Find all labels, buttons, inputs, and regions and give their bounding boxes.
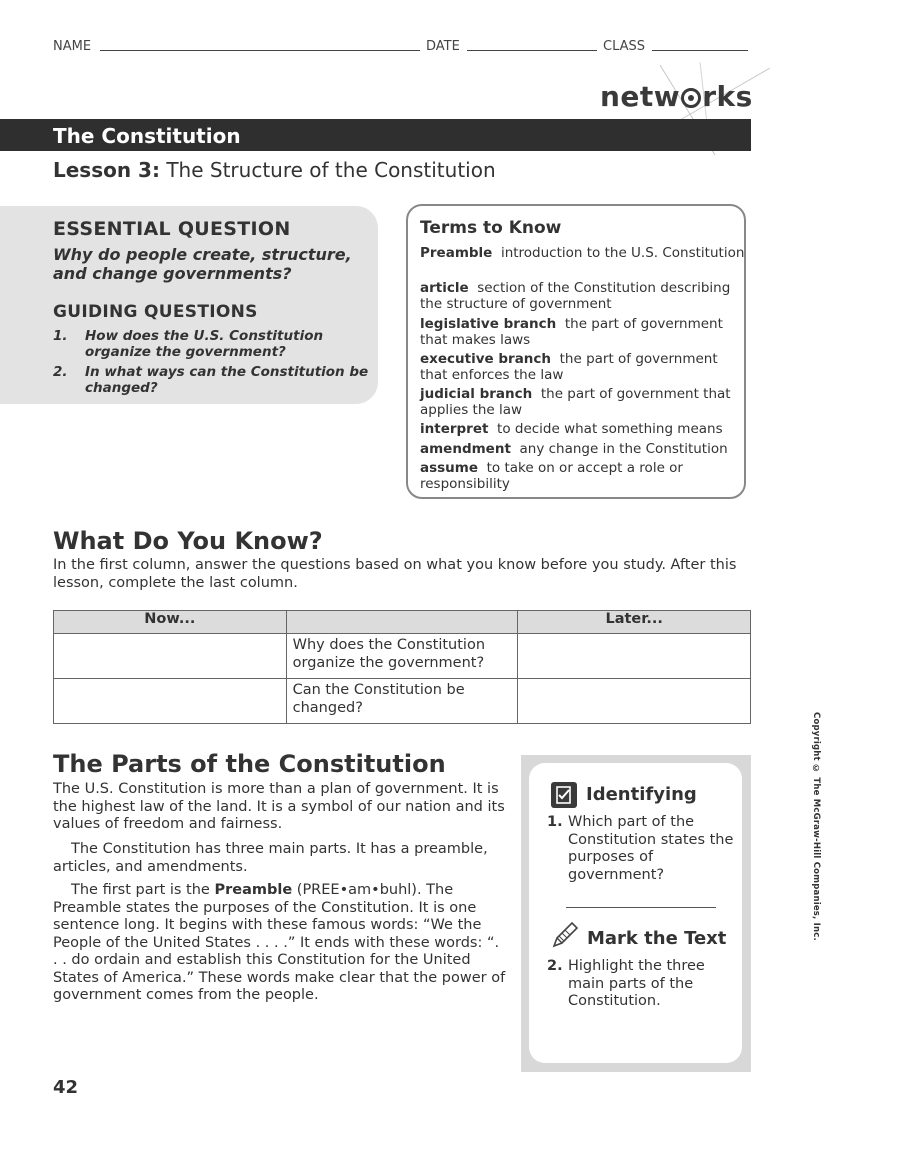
term-item: interpret to decide what something means (420, 421, 723, 437)
copyright-notice: Copyright © The McGraw-Hill Companies, Inc. (811, 712, 821, 941)
lesson-title (53, 158, 496, 182)
know-table (53, 610, 751, 724)
table-header-row (54, 611, 751, 634)
term-item: article section of the Constitution describing the structure of government (420, 280, 731, 312)
term-item: assume to take on or accept a role or responsibility (420, 460, 683, 492)
answer-later-cell[interactable] (518, 679, 751, 724)
guiding-question (53, 364, 373, 398)
paragraph: The U.S. Constitution is more than a plan of government. It is the highest law of the land. It is a symbol of our nation and its values of freedom and fairness. (53, 781, 505, 832)
paragraph: The first part is the Preamble (PREE•am•buhl). The Preamble states the purposes of the Constitution. It is one sentence long. It begins with these famous words: “We the People of the United States . . . .” It ends with these words: “. . . do ordain and establish this Constitution for the United States of America.” These words make clear that the power of government comes from the people. (53, 882, 506, 1003)
date-field[interactable] (467, 50, 597, 51)
term-item: Preamble introduction to the U.S. Constitution (420, 245, 745, 261)
table-row (54, 634, 751, 679)
what-do-you-know-heading: What Do You Know? (53, 527, 323, 555)
essential-question-heading: ESSENTIAL QUESTION (53, 218, 291, 240)
name-field[interactable] (100, 50, 420, 51)
guiding-question (53, 328, 373, 362)
brand-logo: netw rks (600, 80, 753, 113)
column-header-now: Now... (54, 611, 287, 634)
question-cell: Why does the Constitution organize the government? (286, 634, 518, 679)
column-header-later: Later... (518, 611, 751, 634)
question-cell: Can the Constitution be changed? (286, 679, 518, 724)
paragraph: The Constitution has three main parts. It has a preamble, articles, and amendments. (53, 841, 488, 875)
answer-now-cell[interactable] (54, 679, 287, 724)
class-field[interactable] (652, 50, 748, 51)
answer-now-cell[interactable] (54, 634, 287, 679)
answer-later-cell[interactable] (518, 634, 751, 679)
lesson-prefix: Lesson 3: (53, 158, 160, 182)
essential-question: Why do people create, structure, and change governments? (53, 245, 352, 283)
preamble-term: Preamble (214, 882, 293, 898)
term-item: amendment any change in the Constitution (420, 441, 728, 457)
page-number: 42 (53, 1077, 79, 1098)
checklist-icon (551, 782, 577, 808)
guiding-question-number: 1. (53, 328, 68, 344)
pencil-icon (550, 920, 580, 950)
terms-heading: Terms to Know (420, 218, 562, 238)
guiding-question-text: In what ways can the Constitution be changed? (85, 364, 369, 396)
column-header-question (286, 611, 518, 634)
term-item: judicial branch the part of government that applies the law (420, 386, 731, 418)
identifying-heading: Identifying (586, 784, 697, 805)
name-label: NAME (53, 39, 92, 54)
lesson-name: The Structure of the Constitution (166, 158, 496, 182)
answer-line[interactable] (566, 907, 716, 908)
guiding-question-text: How does the U.S. Constitution organize the government? (85, 328, 324, 360)
term-item: executive branch the part of government that enforces the law (420, 351, 718, 383)
term-item: legislative branch the part of government that makes laws (420, 316, 723, 348)
parts-heading: The Parts of the Constitution (53, 750, 446, 778)
mark-the-text-heading: Mark the Text (587, 928, 727, 949)
table-row (54, 679, 751, 724)
class-label: CLASS (603, 39, 646, 54)
sidebar-question: 1. Which part of the Constitution states the purposes of government? (547, 814, 734, 883)
guiding-question-number: 2. (53, 364, 68, 380)
date-label: DATE (426, 39, 460, 54)
sidebar-question: 2. Highlight the three main parts of the Constitution. (547, 958, 705, 1009)
what-do-you-know-instructions: In the first column, answer the questions based on what you know before you study. After this lesson, complete the last column. (53, 557, 737, 591)
chapter-title: The Constitution (53, 124, 241, 148)
chapter-title-bar (0, 119, 751, 151)
guiding-questions-heading: GUIDING QUESTIONS (53, 302, 258, 322)
globe-o-icon (681, 88, 701, 108)
